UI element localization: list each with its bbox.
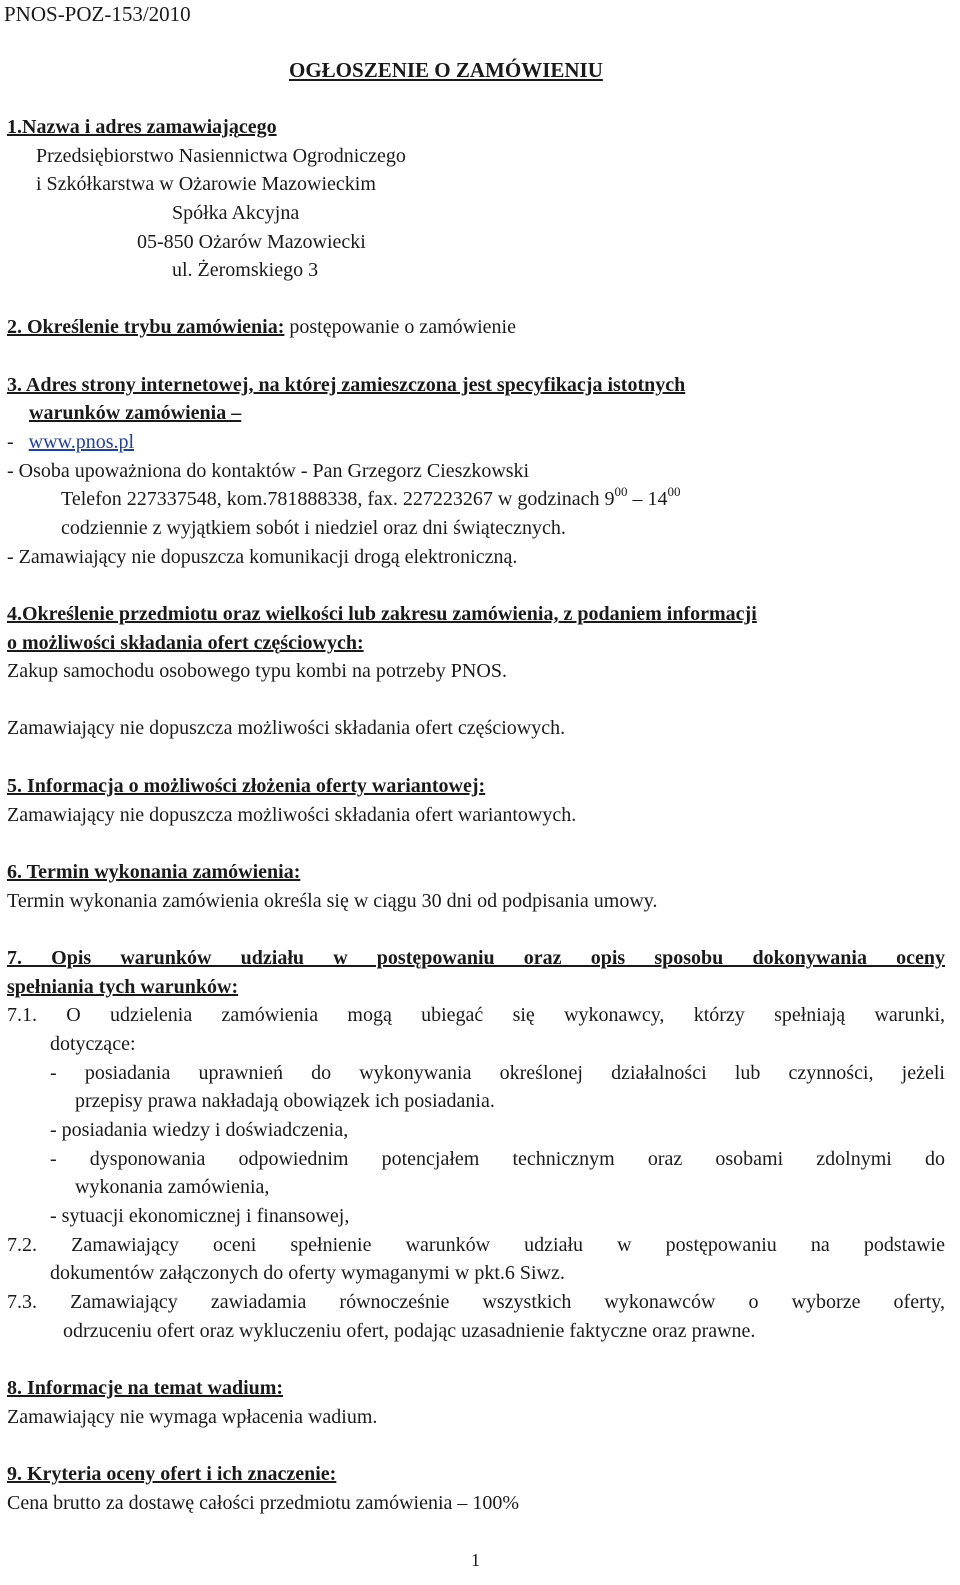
section-1-heading: 1.Nazwa i adres zamawiającego [7,116,277,138]
section-2-heading: 2. Określenie trybu zamówienia: [7,316,285,338]
condition-7-2-line-1: 7.2. Zamawiający oceni spełnienie warunków udziału w postępowaniu na podstawie [7,1234,945,1256]
section-7-heading-line-2: spełniania tych warunków: [7,976,239,998]
requirement-resources-line-2: wykonania zamówienia, [75,1176,270,1198]
section-9-heading: 9. Kryteria oceny ofert i ich znaczenie: [7,1463,337,1485]
section-6-heading: 6. Termin wykonania zamówienia: [7,861,301,883]
section-3-heading-line-2: warunków zamówienia – [29,402,242,424]
section-2 [7,315,516,339]
company-name-line-1: Przedsiębiorstwo Nasiennictwa Ogrodniczego [36,145,406,167]
condition-7-2-line-2: dokumentów załączonych do oferty wymaganymi w pkt.6 Siwz. [50,1262,565,1284]
deposit-note: Zamawiający nie wymaga wpłacenia wadium. [7,1406,378,1428]
requirement-resources-line-1: - dysponowania odpowiednim potencjałem technicznym oraz osobami zdolnymi do [50,1148,945,1170]
page-number: 1 [471,1550,480,1570]
phone-hours [61,484,946,511]
condition-7-3-line-2: odrzuceniu ofert oraz wykluczeniu ofert, podając uzasadnienie faktyczne oraz prawne. [63,1320,756,1342]
website-line [7,430,134,454]
hour-start-minutes: 00 [614,484,628,499]
section-8-heading: 8. Informacje na temat wadium: [7,1377,284,1399]
section-5-heading: 5. Informacja o możliwości złożenia oferty wariantowej: [7,775,486,797]
requirement-licenses-line-2: przepisy prawa nakładają obowiązek ich posiadania. [75,1090,495,1112]
requirement-financial: - sytuacji ekonomicznej i finansowej, [50,1205,350,1227]
condition-7-3-line-1: 7.3. Zamawiający zawiadamia równocześnie wszystkich wykonawców o wyborze oferty, [7,1291,945,1313]
company-name-line-2: i Szkółkarstwa w Ożarowie Mazowieckim [36,173,376,195]
no-electronic-communication: - Zamawiający nie dopuszcza komunikacji drogą elektroniczną. [7,546,518,568]
page-title: OGŁOSZENIE O ZAMÓWIENIU [289,58,603,82]
office-days: codziennie z wyjątkiem sobót i niedziel oraz dni świątecznych. [61,517,566,539]
dash: - [7,431,14,453]
order-subject: Zakup samochodu osobowego typu kombi na potrzeby PNOS. [7,660,507,682]
section-3-heading-line-1: 3. Adres strony internetowej, na której zamieszczona jest specyfikacja istotnych [7,374,686,396]
section-4-heading-line-2: o możliwości składania ofert częściowych: [7,632,364,654]
hour-end-minutes: 00 [667,484,681,499]
section-7-heading-line-1: 7. Opis warunków udziału w postępowaniu oraz opis sposobu dokonywania oceny [7,947,945,969]
company-postal-code-city: 05-850 Ożarów Mazowiecki [137,231,366,253]
section-4-heading-line-1: 4.Określenie przedmiotu oraz wielkości lub zakresu zamówienia, z podaniem informacji [7,603,757,625]
hour-dash: – 14 [627,488,668,510]
phone-info: Telefon 227337548, kom.781888338, fax. 227223267 w godzinach 9 [61,488,615,510]
completion-deadline: Termin wykonania zamówienia określa się w ciągu 30 dni od podpisania umowy. [7,890,658,912]
condition-7-1-line-2: dotyczące: [50,1033,136,1055]
company-legal-form: Spółka Akcyjna [172,202,300,224]
document-reference: PNOS-POZ-153/2010 [4,2,191,26]
contact-person: - Osoba upoważniona do kontaktów - Pan Grzegorz Cieszkowski [7,460,530,482]
requirement-experience: - posiadania wiedzy i doświadczenia, [50,1119,349,1141]
procedure-type: postępowanie o zamówienie [284,316,516,338]
condition-7-1-line-1: 7.1. O udzielenia zamówienia mogą ubiegać się wykonawcy, którzy spełniają warunki, [7,1004,945,1026]
website-link[interactable]: www.pnos.pl [28,431,135,453]
variant-offers-note: Zamawiający nie dopuszcza możliwości składania ofert wariantowych. [7,804,577,826]
evaluation-criteria: Cena brutto za dostawę całości przedmiotu zamówienia – 100% [7,1492,520,1514]
partial-offers-note: Zamawiający nie dopuszcza możliwości składania ofert częściowych. [7,717,566,739]
company-street: ul. Żeromskiego 3 [172,259,319,281]
requirement-licenses-line-1: - posiadania uprawnień do wykonywania określonej działalności lub czynności, jeżeli [50,1062,945,1084]
